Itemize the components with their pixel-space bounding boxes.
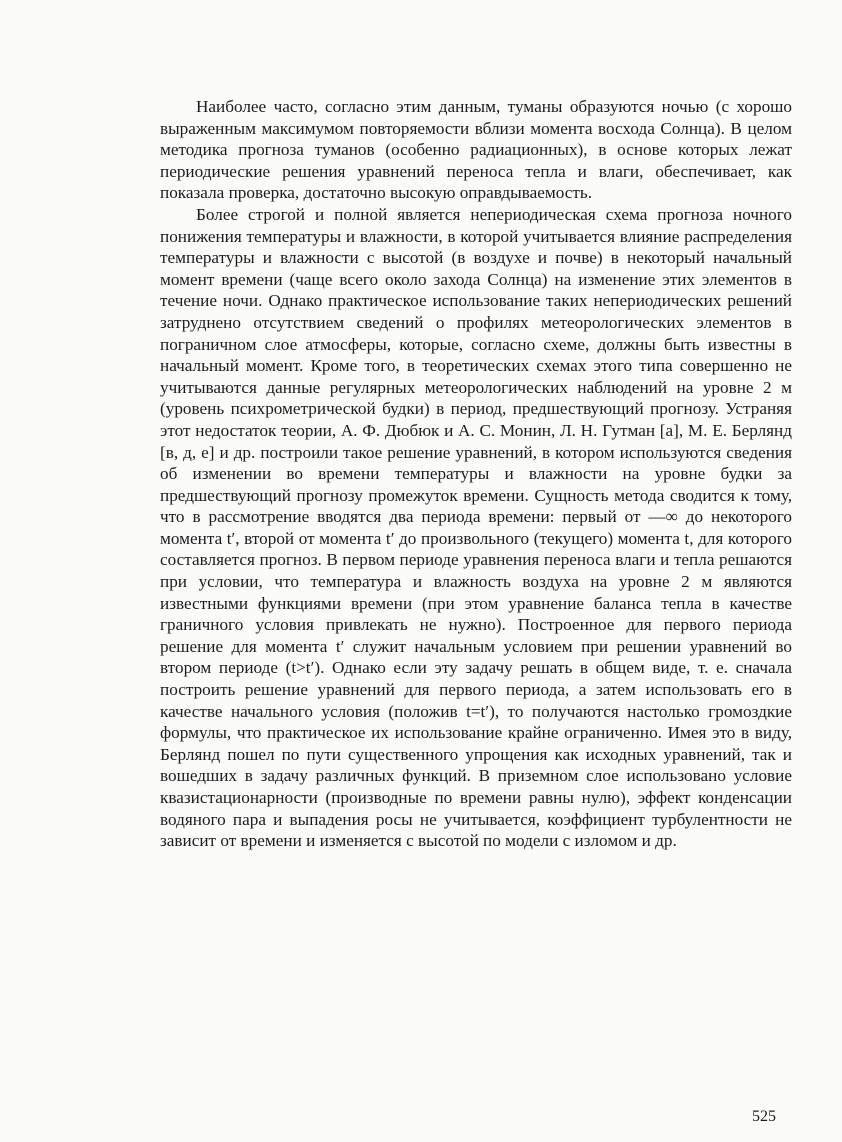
paragraph-1: Наиболее часто, согласно этим данным, туманы образуются ночью (с хорошо выраженным максимумом повторяемости вблизи момента восхода Солнца). В целом методика прогноза туманов (особенно радиационных), в основе которых лежат периодические решения уравнений переноса тепла и влаги, обеспечивает, как показала проверка, достаточно высокую оправдываемость. [160,97,792,203]
page-number: 525 [752,1108,776,1125]
body-text [160,96,792,852]
paragraph-2: Более строгой и полной является непериодическая схема прогноза ночного понижения температуры и влажности, в которой учитывается влияние распределения температуры и влажности с высотой (в воздухе и почве) в некоторый начальный момент времени (чаще всего около захода Солнца) на изменение этих элементов в течение ночи. Однако практическое использование таких непериодических решений затруднено отсутствием сведений о профилях метеорологических элементов в пограничном слое атмосферы, которые, согласно схеме, должны быть известны в начальный момент. Кроме того, в теоретических схемах этого типа совершенно не учитываются данные регулярных метеорологических наблюдений на уровне 2 м (уровень психрометрической будки) в период, предшествующий прогнозу. Устраняя этот недостаток теории, А. Ф. Дюбюк и А. С. Монин, Л. Н. Гутман [а], М. Е. Берлянд [в, д, е] и др. построили такое решение уравнений, в котором используются сведения об изменении во времени температуры и влажности на уровне будки за предшествующий прогнозу промежуток времени. Сущность метода сводится к тому, что в рассмотрение вводятся два периода времени: первый от —∞ до некоторого момента t′, второй от момента t′ до произвольного (текущего) момента t, для которого составляется прогноз. В первом периоде уравнения переноса влаги и тепла решаются при условии, что температура и влажность воздуха на уровне 2 м являются известными функциями времени (при этом уравнение баланса тепла в качестве граничного условия привлекать не нужно). Построенное для первого периода решение для момента t′ служит начальным условием при решении уравнений во втором периоде (t>t′). Однако если эту задачу решать в общем виде, т. е. сначала построить решение уравнений для первого периода, а затем использовать его в качестве начального условия (положив t=t′), то получаются настолько громоздкие формулы, что практическое их использование крайне ограниченно. Имея это в виду, Берлянд пошел по пути существенного упрощения как исходных уравнений, так и вошедших в задачу различных функций. В приземном слое использовано условие квазистационарности (производные по времени равны нулю), эффект конденсации водяного пара и выпадения росы не учитывается, коэффициент турбулентности не зависит от времени и изменяется с высотой по модели с изломом и др. [160,204,792,851]
